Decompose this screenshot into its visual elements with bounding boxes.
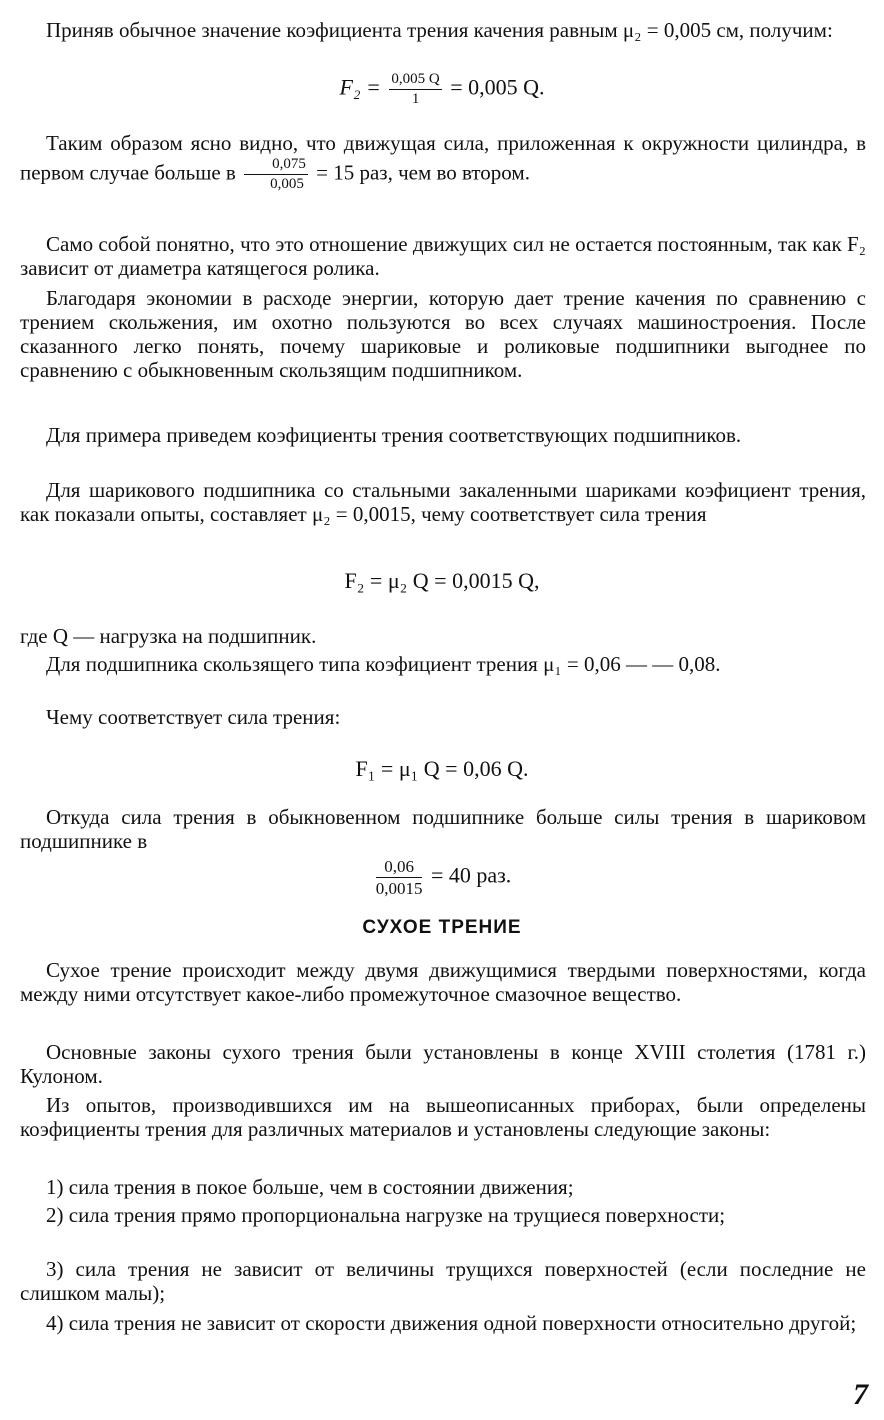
paragraph-example-intro: Для примера приведем коэфициенты трения соответствующих подшипников. <box>46 423 742 447</box>
law-item-2: 2) сила трения прямо пропорциональна нагрузке на трущиеся поверхности; <box>46 1203 726 1227</box>
paragraph-comparison: Откуда сила трения в обыкновенном подшипнике больше силы трения в шариковом подшипнике в <box>20 805 866 853</box>
forty-times-rhs: = 40 раз. <box>430 862 512 888</box>
ratio-denominator: 0,005 <box>270 176 304 192</box>
paragraph-coulomb: Основные законы сухого трения были установлены в конце XVIII столетия (1781 г.) Кулоном. <box>20 1040 866 1088</box>
formula-f2-ball: F₂ = μ₂ Q = 0,0015 Q, <box>344 568 540 593</box>
paragraph-energy-economy: Благодаря экономии в расходе энергии, которую дает трение качения по сравнению с трением скольжения, им охотно пользуются во всех случаях машиностроения. После сказанного легко понять, почему шариковые и роликовые подшипники выгоднее по сравнению с обыкновенным скользящим подшипником. <box>20 286 866 382</box>
law-item-4: 4) сила трения не зависит от скорости движения одной поверхности относительно другой; <box>46 1311 857 1335</box>
formula-forty-times <box>0 858 884 897</box>
law-item-1: 1) сила трения в покое больше, чем в состоянии движения; <box>46 1175 574 1199</box>
paragraph-ratio-not-constant: Само собой понятно, что это отношение движущих сил не остается постоянным, так как F₂ зависит от диаметра катящегося ролика. <box>20 232 866 280</box>
paragraph-dry-friction-definition: Сухое трение происходит между двумя движущимися твердыми поверхностями, когда между ними отсутствует какое-либо промежуточное смазочное вещество. <box>20 958 866 1006</box>
formula-f2-numerator: 0,005 Q <box>389 72 441 90</box>
paragraph-ratio <box>20 130 866 192</box>
formula-f2-denominator: 1 <box>411 91 420 107</box>
formula-f1-sliding: F₁ = μ₁ Q = 0,06 Q. <box>355 756 529 781</box>
forty-times-denominator: 0,0015 <box>375 879 423 898</box>
paragraph-corresponding-force: Чему соответствует сила трения: <box>46 705 341 729</box>
formula-f2-rolling <box>0 72 884 107</box>
ratio-numerator: 0,075 <box>244 157 308 175</box>
section-heading-dry-friction: СУХОЕ ТРЕНИЕ <box>362 917 522 938</box>
page-number: 7 <box>853 1378 868 1411</box>
formula-f2-lhs: F₂ = <box>339 74 381 100</box>
paragraph-rolling-coefficient: Приняв обычное значение коэфициента трения качения равным μ₂ = 0,005 см, получим: <box>46 18 833 42</box>
paragraph-ball-bearing: Для шарикового подшипника со стальными закаленными шариками коэфициент трения, как показали опыты, составляет μ₂ = 0,0015, чему соответствует сила трения <box>20 478 866 526</box>
law-item-3: 3) сила трения не зависит от величины трущихся поверхностей (если последние не слишком малы); <box>20 1257 866 1305</box>
paragraph-sliding-bearing: Для подшипника скользящего типа коэфициент трения μ₁ = 0,06 — — 0,08. <box>46 652 721 676</box>
paragraph-ratio-text-a: Таким образом ясно видно, что движущая сила, приложенная к окружности цилиндра, в первом случае больше в <box>20 131 866 185</box>
paragraph-ratio-text-b: = 15 раз, чем во втором. <box>316 160 530 185</box>
paragraph-load-definition: где Q — нагрузка на подшипник. <box>20 624 317 648</box>
forty-times-numerator: 0,06 <box>376 858 423 878</box>
paragraph-experiments: Из опытов, производившихся им на вышеописанных приборах, были определены коэфициенты трения для различных материалов и установлены следующие законы: <box>20 1093 866 1141</box>
formula-f2-rhs: = 0,005 Q. <box>450 74 545 100</box>
